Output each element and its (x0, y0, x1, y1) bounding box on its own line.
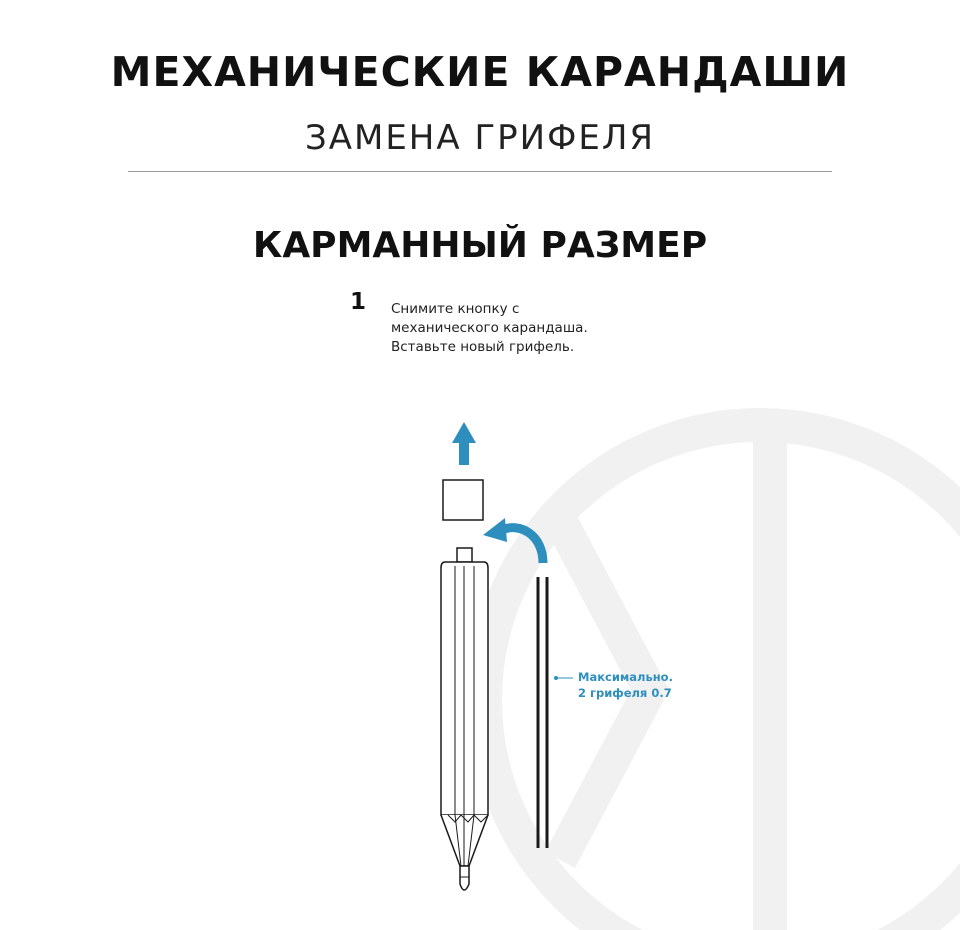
pencil-cap (443, 480, 483, 520)
step-line: механического карандаша. (391, 320, 588, 336)
curved-arrow-icon (483, 518, 543, 563)
page-title: МЕХАНИЧЕСКИЕ КАРАНДАШИ (110, 48, 850, 96)
arrow-up-icon (452, 422, 476, 465)
step-line: Вставьте новый грифель. (391, 339, 575, 355)
step-number: 1 (350, 289, 367, 315)
callout-line: 2 грифеля 0.7 (578, 686, 672, 700)
mechanical-pencil (441, 548, 488, 890)
pencil-leads (538, 577, 547, 848)
lead-capacity-callout (578, 669, 673, 701)
page-subtitle: ЗАМЕНА ГРИФЕЛЯ (304, 118, 656, 158)
callout-pointer (554, 676, 573, 680)
callout-line: Максимально. (578, 670, 673, 684)
step-line: Снимите кнопку с (391, 301, 520, 317)
section-title: КАРМАННЫЙ РАЗМЕР (252, 225, 708, 266)
